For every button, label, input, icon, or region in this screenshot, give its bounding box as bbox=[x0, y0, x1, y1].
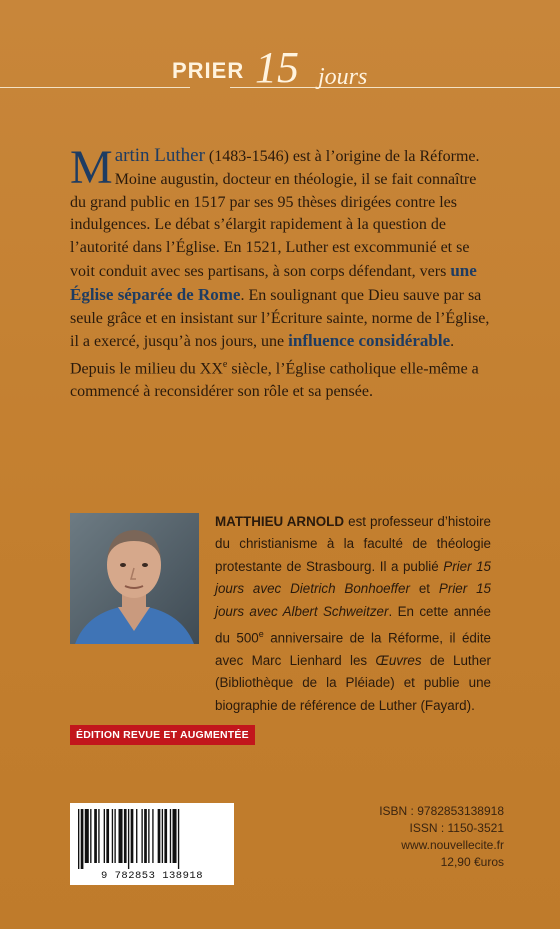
barcode-bar bbox=[170, 809, 171, 863]
series-header bbox=[0, 43, 560, 92]
barcode-bar bbox=[98, 809, 99, 863]
edition-badge: ÉDITION REVUE ET AUGMENTÉE bbox=[70, 725, 255, 745]
subject-name: artin Luther bbox=[114, 145, 205, 166]
author-text-2: et bbox=[409, 581, 439, 597]
barcode-bar bbox=[124, 809, 127, 863]
intro-text-3: . Depuis le milieu du XX bbox=[70, 333, 455, 378]
barcode-bar bbox=[136, 809, 137, 863]
author-text-4: anniversaire de la Réforme, il édite avec Marc Lienhard les bbox=[215, 630, 491, 668]
drop-cap: M bbox=[70, 141, 113, 194]
barcode-bar bbox=[85, 809, 89, 863]
barcode-bars bbox=[78, 809, 226, 869]
barcode-bar bbox=[173, 809, 177, 863]
barcode-digits: 9 782853 138918 bbox=[100, 870, 203, 882]
barcode-bar bbox=[158, 809, 161, 863]
author-book-1: Prier 15 jours avec Dietrich Bonhoeffer bbox=[215, 558, 491, 597]
author-text-5: de Luther (Bibliothèque de la Pléiade) et publie une biographie de référence de Luther (Fayard). bbox=[215, 652, 491, 713]
price-text: 12,90 €uros bbox=[440, 855, 504, 869]
barcode bbox=[70, 803, 234, 885]
series-number: 15 bbox=[255, 43, 299, 92]
barcode-bar bbox=[114, 809, 115, 863]
issn-text: ISSN : 1150-3521 bbox=[409, 821, 504, 835]
intro-text-1: (1483-1546) est à l’origine de la Réforme. Moine augustin, docteur en théologie, il se fait connaître du grand public en 1517 par ses 95 thèses dirigées contre les indulgences. Le débat s’élargit rapidement à la question de l’autorité dans l’Église. En 1521, Luther est excommunié et se voit conduit avec ses partisans, à son corps défendant, vers bbox=[70, 148, 480, 280]
barcode-bar bbox=[128, 809, 129, 869]
author-text-3: . En cette année du 500 bbox=[215, 603, 491, 646]
barcode-bar bbox=[104, 809, 105, 863]
header-rule-left bbox=[0, 87, 190, 88]
barcode-bar bbox=[112, 809, 113, 863]
author-text-1: est professeur d’histoire du christianisme à la faculté de théologie protestante de Strasbourg. Il a publié bbox=[215, 514, 491, 574]
barcode-bar bbox=[164, 809, 167, 863]
isbn-text: ISBN : 9782853138918 bbox=[379, 804, 504, 818]
intro-text-2: . En soulignant que Dieu sauve par sa seule grâce et en insistant sur l’Écriture sainte, norme de l’Église, il a exercé, jusqu’à nos jours, une bbox=[70, 286, 490, 351]
barcode-bar bbox=[148, 809, 149, 863]
author-book-2: Prier 15 jours avec Albert Schweitzer bbox=[215, 581, 491, 619]
author-book-3: Œuvres bbox=[375, 652, 422, 668]
intro-text-4: siècle, l’Église catholique elle-même a commencé à reconsidérer son rôle et sa pensée. bbox=[70, 360, 479, 401]
series-jours: jours bbox=[318, 64, 368, 90]
barcode-bar bbox=[106, 809, 109, 863]
barcode-bar bbox=[162, 809, 163, 863]
barcode-bar bbox=[131, 809, 134, 863]
publication-info bbox=[379, 803, 504, 871]
website-link[interactable]: www.nouvellecite.fr bbox=[401, 838, 504, 852]
barcode-bar bbox=[90, 809, 91, 863]
author-name: MATTHIEU ARNOLD bbox=[215, 514, 345, 529]
highlight-separate-church: une Église séparée de Rome bbox=[70, 260, 477, 304]
highlight-influence: influence considérable bbox=[288, 331, 451, 351]
barcode-bar bbox=[178, 809, 179, 869]
barcode-bar bbox=[81, 809, 84, 869]
barcode-bar bbox=[144, 809, 147, 863]
barcode-bar bbox=[119, 809, 123, 863]
barcode-bar bbox=[152, 809, 153, 863]
barcode-bar bbox=[78, 809, 79, 869]
author-photo bbox=[70, 513, 199, 644]
barcode-bar bbox=[94, 809, 97, 863]
series-prier: PRIER bbox=[172, 58, 245, 83]
intro-superscript: e bbox=[222, 359, 228, 371]
author-bio bbox=[215, 511, 491, 717]
barcode-bar bbox=[141, 809, 142, 863]
intro-paragraph bbox=[70, 141, 490, 404]
author-superscript: e bbox=[258, 629, 264, 640]
